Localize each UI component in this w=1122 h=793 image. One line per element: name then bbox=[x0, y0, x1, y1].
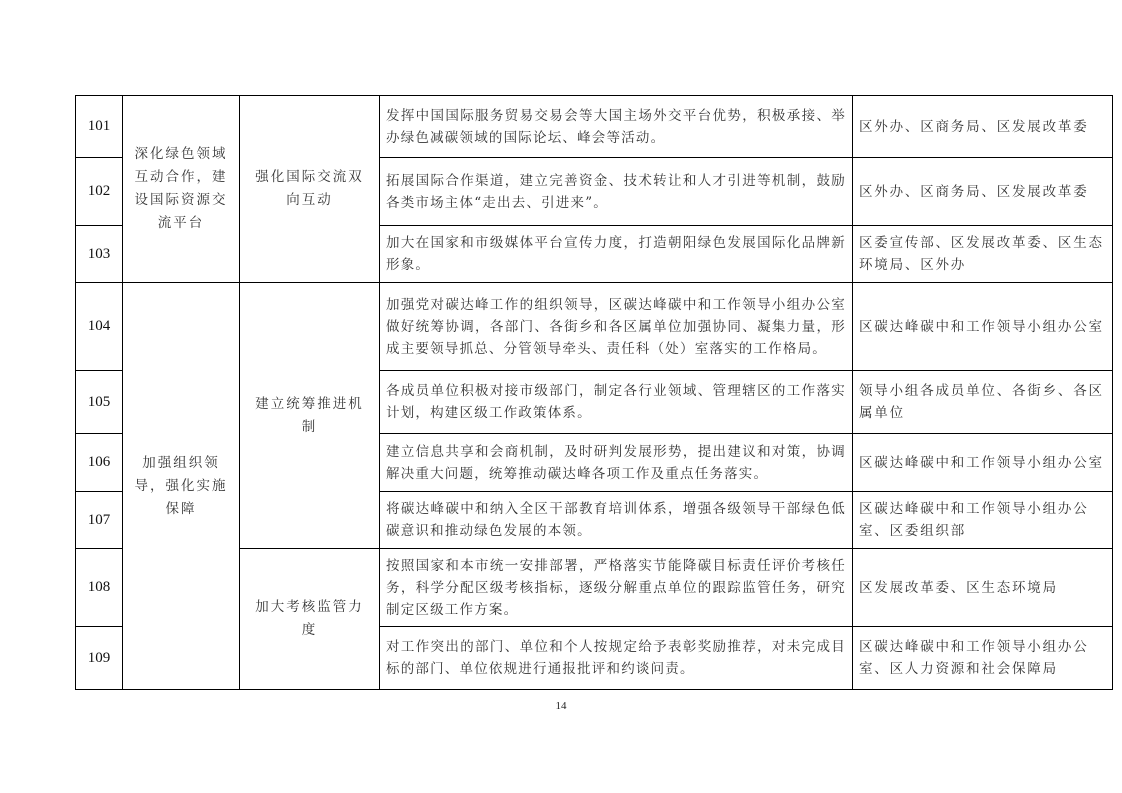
row-number: 106 bbox=[76, 434, 123, 492]
subcategory-cell: 强化国际交流双向互动 bbox=[240, 96, 380, 283]
row-number: 108 bbox=[76, 549, 123, 627]
row-number: 102 bbox=[76, 158, 123, 226]
row-number: 109 bbox=[76, 627, 123, 690]
department-cell: 区碳达峰碳中和工作领导小组办公室、区委组织部 bbox=[853, 492, 1113, 549]
department-cell: 区外办、区商务局、区发展改革委 bbox=[853, 96, 1113, 158]
task-table bbox=[75, 95, 1113, 690]
task-cell: 各成员单位积极对接市级部门，制定各行业领域、管理辖区的工作落实计划，构建区级工作政策体系。 bbox=[380, 371, 853, 434]
category-cell: 深化绿色领域互动合作，建设国际资源交流平台 bbox=[123, 96, 240, 283]
subcategory-cell: 建立统筹推进机制 bbox=[240, 283, 380, 549]
row-number: 105 bbox=[76, 371, 123, 434]
task-cell: 拓展国际合作渠道，建立完善资金、技术转让和人才引进等机制，鼓励各类市场主体“走出去、引进来”。 bbox=[380, 158, 853, 226]
page-number: 14 bbox=[555, 700, 567, 712]
row-number: 101 bbox=[76, 96, 123, 158]
table-row bbox=[76, 283, 1113, 371]
row-number: 103 bbox=[76, 226, 123, 283]
task-cell: 发挥中国国际服务贸易交易会等大国主场外交平台优势，积极承接、举办绿色减碳领域的国际论坛、峰会等活动。 bbox=[380, 96, 853, 158]
task-cell: 加强党对碳达峰工作的组织领导，区碳达峰碳中和工作领导小组办公室做好统筹协调，各部门、各街乡和各区属单位加强协同、凝集力量，形成主要领导抓总、分管领导牵头、责任科（处）室落实的工作格局。 bbox=[380, 283, 853, 371]
task-cell: 加大在国家和市级媒体平台宣传力度，打造朝阳绿色发展国际化品牌新形象。 bbox=[380, 226, 853, 283]
task-cell: 建立信息共享和会商机制，及时研判发展形势，提出建议和对策，协调解决重大问题，统筹推动碳达峰各项工作及重点任务落实。 bbox=[380, 434, 853, 492]
task-cell: 将碳达峰碳中和纳入全区干部教育培训体系，增强各级领导干部绿色低碳意识和推动绿色发展的本领。 bbox=[380, 492, 853, 549]
subcategory-cell: 加大考核监管力度 bbox=[240, 549, 380, 690]
department-cell: 区碳达峰碳中和工作领导小组办公室 bbox=[853, 283, 1113, 371]
table-row bbox=[76, 96, 1113, 158]
row-number: 104 bbox=[76, 283, 123, 371]
department-cell: 区碳达峰碳中和工作领导小组办公室 bbox=[853, 434, 1113, 492]
task-cell: 按照国家和本市统一安排部署，严格落实节能降碳目标责任评价考核任务，科学分配区级考核指标，逐级分解重点单位的跟踪监管任务，研究制定区级工作方案。 bbox=[380, 549, 853, 627]
row-number: 107 bbox=[76, 492, 123, 549]
department-cell: 领导小组各成员单位、各街乡、各区属单位 bbox=[853, 371, 1113, 434]
department-cell: 区发展改革委、区生态环境局 bbox=[853, 549, 1113, 627]
department-cell: 区碳达峰碳中和工作领导小组办公室、区人力资源和社会保障局 bbox=[853, 627, 1113, 690]
task-cell: 对工作突出的部门、单位和个人按规定给予表彰奖励推荐，对未完成目标的部门、单位依规进行通报批评和约谈问责。 bbox=[380, 627, 853, 690]
department-cell: 区委宣传部、区发展改革委、区生态环境局、区外办 bbox=[853, 226, 1113, 283]
category-cell: 加强组织领导，强化实施保障 bbox=[123, 283, 240, 690]
department-cell: 区外办、区商务局、区发展改革委 bbox=[853, 158, 1113, 226]
